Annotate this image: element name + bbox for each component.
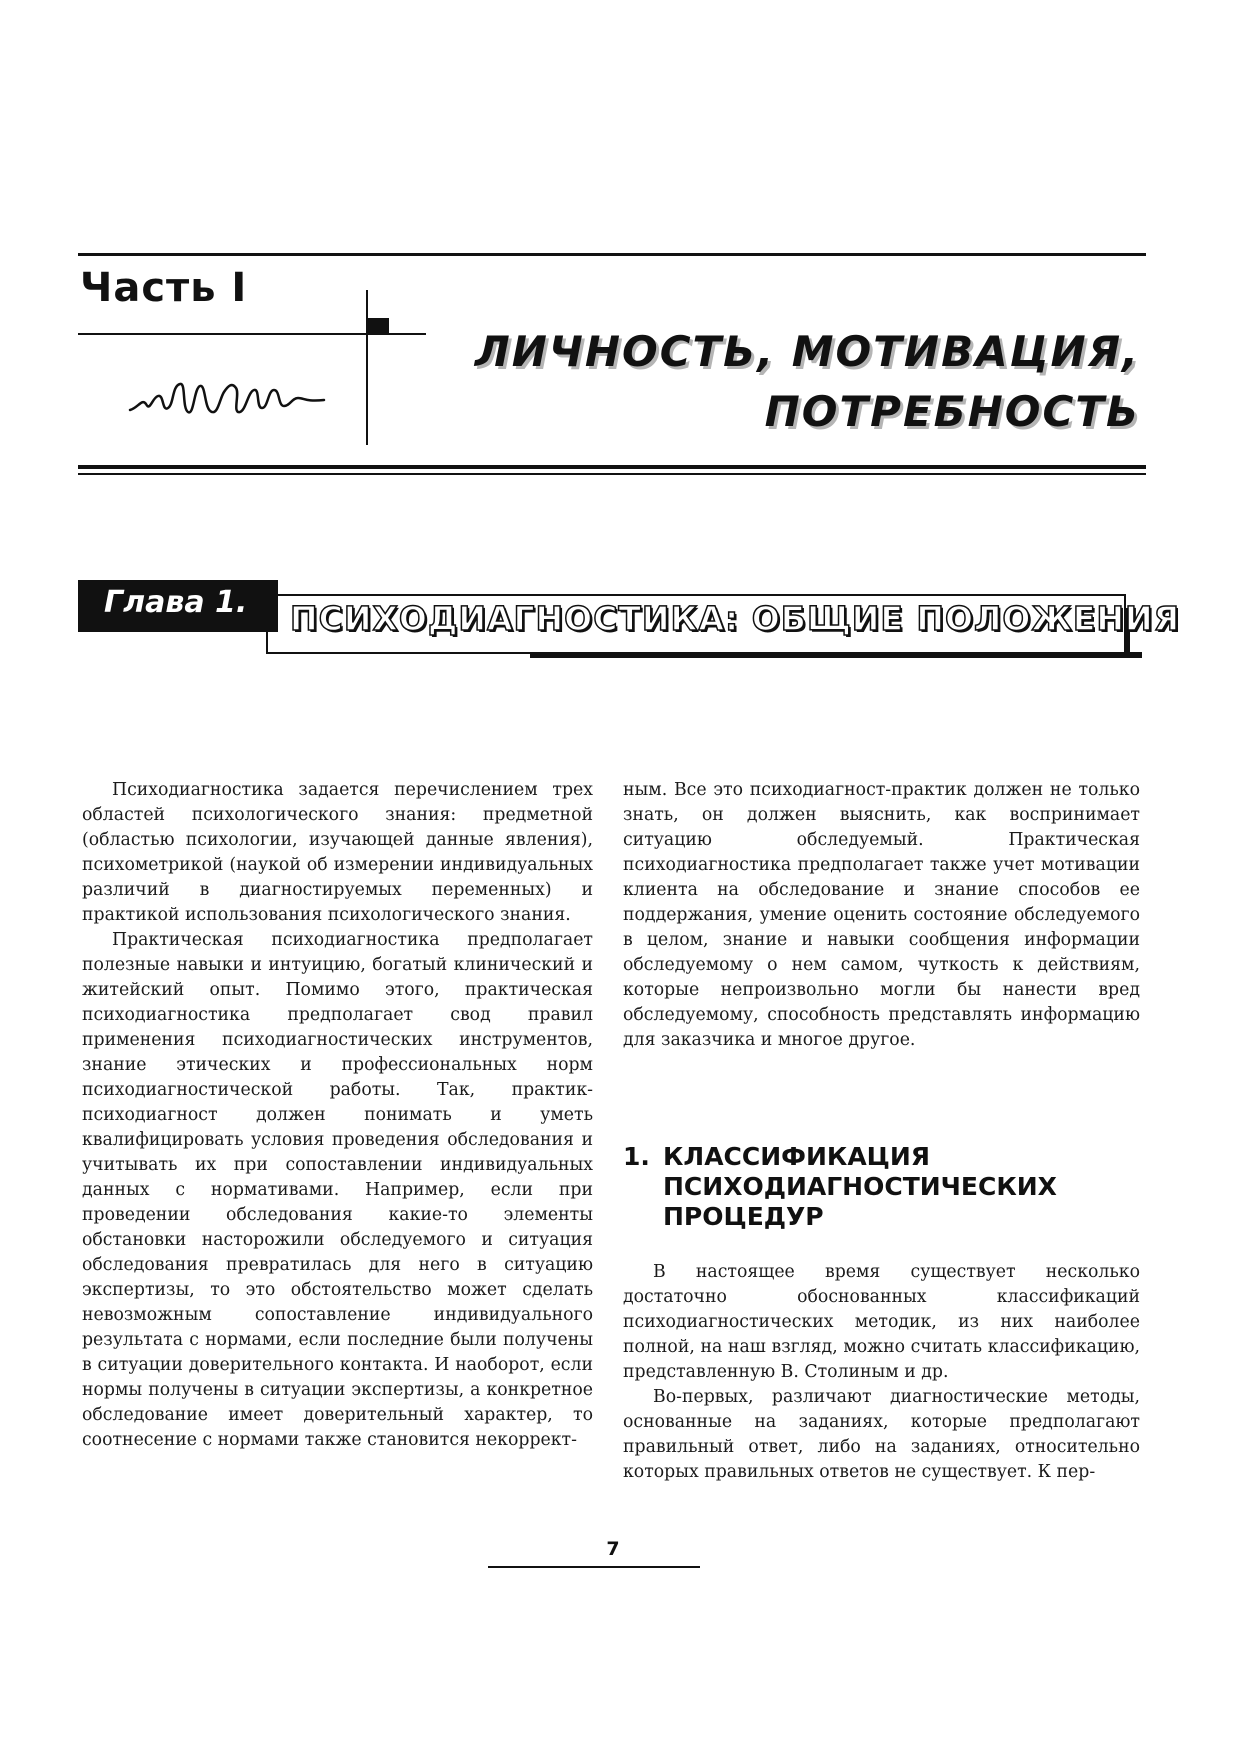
part-label: Часть I [80,265,248,311]
signature-scribble-icon [128,368,328,428]
paragraph: В настоящее время существует несколько достаточно обоснованных классификаций психодиагностических методик, из них наиболее полной, на наш взгляд, можно считать классификацию, представленную В. Столиным и др. [623,1262,1140,1382]
chapter-label: Глава 1. [104,585,248,620]
paragraph-continuation: ным. Все это психодиагност-практик должен не только знать, он должен выяснить, как воспринимает ситуацию обследуемый. Практическая психодиагностика предполагает также учет мотивации клиента на обследование и знание способов ее поддержания, умение оценить состояние обследуемого в целом, знание и навыки сообщения информации обследуемому о нем самом, чуткость к действиям, которые непроизвольно могли бы нанести вред обследуемому, способность представлять информацию для заказчика и многое другое. [623,780,1140,1050]
part-title [475,322,1140,442]
part-bottom-rule-thin [78,473,1146,475]
section-heading [623,1142,1143,1232]
part-divider-square [368,318,389,334]
part-title-line-2: ПОТРЕБНОСТЬ [764,387,1140,436]
section-number: 1. [623,1142,650,1171]
page-number-rule [488,1566,700,1568]
part-title-line-1: ЛИЧНОСТЬ, МОТИВАЦИЯ, [474,327,1140,376]
paragraph: Практическая психодиагностика предполагает полезные навыки и интуицию, богатый клинический и житейский опыт. Помимо этого, практическая психодиагностика предполагает свод правил применения психодиагностических инструментов, знание этических и профессиональных норм психодиагностической работы. Так, практик-психодиагност должен понимать и уметь квалифицировать условия проведения обследования и учитывать их при сопоставлении индивидуальных данных с нормативами. Например, если при проведении обследования какие-то элементы обстановки насторожили обследуемого и ситуация обследования превратилась для него в ситуацию экспертизы, то это обстоятельство может сделать невозможным сопоставление индивидуального результата с нормами, если последние были получены в ситуации доверительного контакта. И наоборот, если нормы получены в ситуации экспертизы, а конкретное обследование имеет доверительный характер, то соотнесение с нормами также становится некоррект- [82,930,593,1450]
right-column [623,778,1140,1053]
left-column [82,778,593,1453]
part-bottom-rule-thick [78,465,1146,469]
part-divider-vertical [366,290,368,445]
paragraph: Во-первых, различают диагностические методы, основанные на заданиях, которые предполагают правильный ответ, либо на заданиях, относительно которых правильных ответов не существует. К пер- [623,1387,1140,1482]
chapter-title: ПСИХОДИАГНОСТИКА: ОБЩИЕ ПОЛОЖЕНИЯ [290,599,1181,638]
part-top-rule [78,253,1146,256]
page-number: 7 [606,1538,620,1560]
paragraph: Психодиагностика задается перечислением трех областей психологического знания: предметной (областью психологии, изучающей данные явления), психометрикой (наукой об измерении индивидуальных различий в диагностируемых переменных) и практикой использования психологического знания. [82,780,593,925]
section-title: КЛАССИФИКАЦИЯ ПСИХОДИАГНОСТИЧЕСКИХ ПРОЦЕДУР [663,1142,1057,1231]
right-column-section-body [623,1260,1140,1485]
